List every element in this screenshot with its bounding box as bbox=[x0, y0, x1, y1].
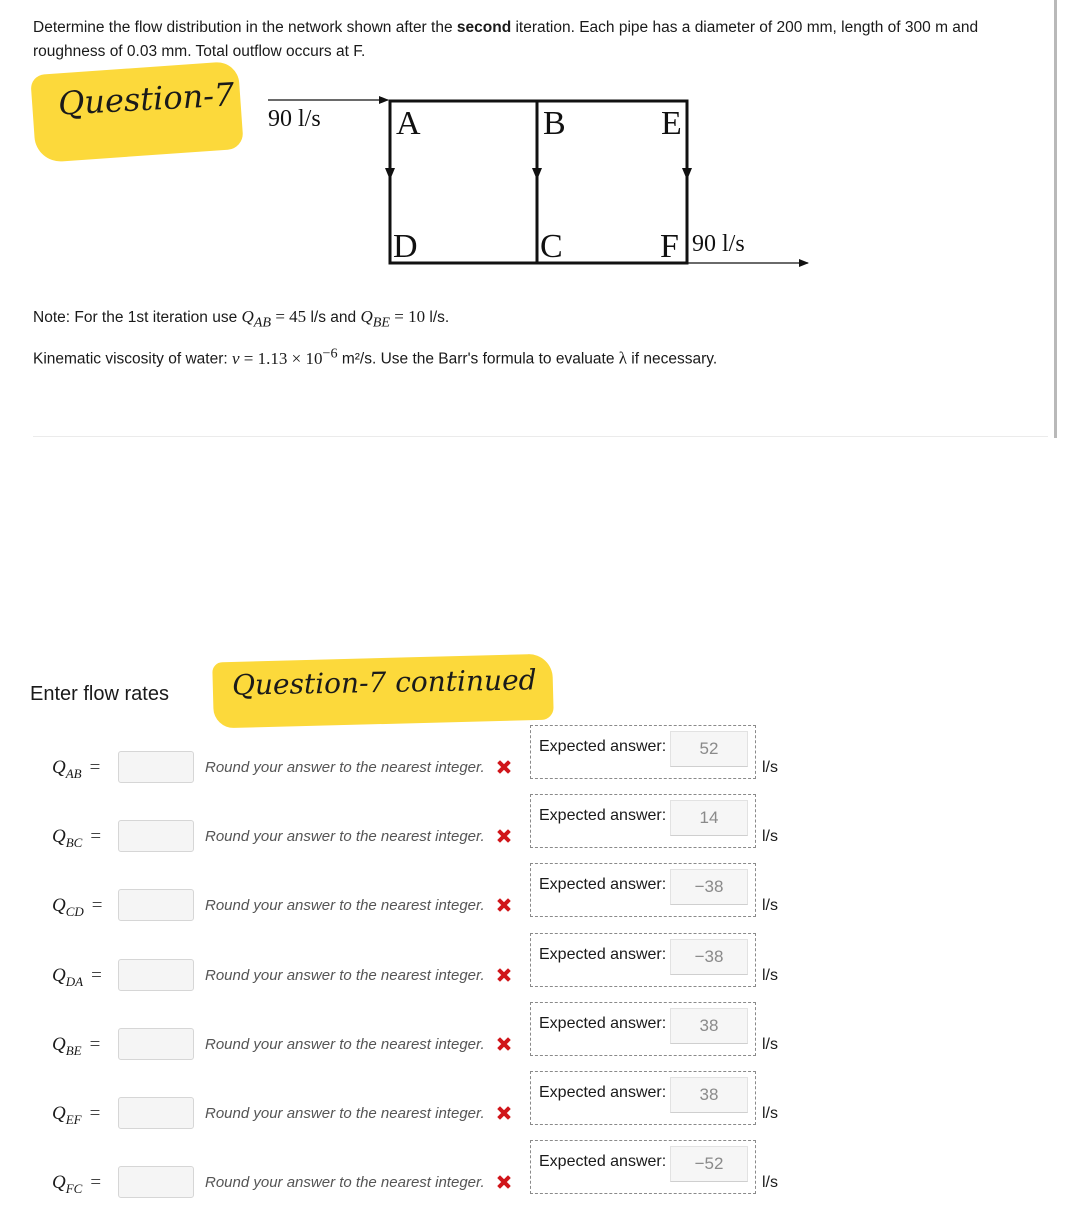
visc-suffix: Use the Barr's formula to evaluate bbox=[376, 350, 619, 368]
note-q1-var: Q bbox=[241, 307, 254, 326]
expected-answer-box bbox=[530, 863, 756, 917]
flow-var-sub: BC bbox=[65, 834, 83, 850]
visc-unit: m²/s. bbox=[337, 350, 377, 368]
node-d: D bbox=[393, 228, 418, 265]
expected-answer-value: 38 bbox=[670, 1077, 748, 1113]
incorrect-icon bbox=[494, 1172, 514, 1192]
flow-answer-input[interactable] bbox=[118, 1097, 194, 1129]
flow-var: Q bbox=[52, 1172, 66, 1193]
visc-prefix: Kinematic viscosity of water: bbox=[33, 350, 232, 368]
unit-label: l/s bbox=[762, 897, 778, 914]
flow-arrow-ef bbox=[682, 168, 692, 180]
expected-answer-box bbox=[530, 933, 756, 987]
flow-var-sub: AB bbox=[65, 765, 82, 781]
handwritten-title: Question-7 bbox=[57, 75, 236, 123]
expected-answer-box bbox=[530, 1002, 756, 1056]
flow-var: Q bbox=[52, 757, 66, 778]
incorrect-icon bbox=[494, 757, 514, 777]
flow-var: Q bbox=[52, 1103, 66, 1124]
flow-variable-label bbox=[52, 1172, 101, 1197]
iteration-note bbox=[33, 305, 449, 334]
node-f: F bbox=[660, 228, 679, 265]
note-q1-value: = 45 bbox=[275, 307, 307, 326]
expected-answer-label: Expected answer: bbox=[539, 807, 667, 824]
rounding-hint: Round your answer to the nearest integer. bbox=[205, 759, 485, 776]
incorrect-icon bbox=[494, 826, 514, 846]
expected-answer-value: −52 bbox=[670, 1146, 748, 1182]
expected-answer-box bbox=[530, 725, 756, 779]
rounding-hint: Round your answer to the nearest integer. bbox=[205, 967, 485, 984]
flow-var-sub: CD bbox=[65, 903, 84, 919]
unit-label: l/s bbox=[762, 759, 778, 776]
flow-variable-label bbox=[52, 826, 101, 851]
expected-answer-value: −38 bbox=[670, 939, 748, 975]
incorrect-icon bbox=[494, 1103, 514, 1123]
visc-end: if necessary. bbox=[627, 350, 718, 368]
flow-eq: = bbox=[91, 895, 103, 916]
expected-answer-value: −38 bbox=[670, 869, 748, 905]
expected-answer-box bbox=[530, 794, 756, 848]
expected-answer-value: 38 bbox=[670, 1008, 748, 1044]
note-prefix: Note: For the 1st iteration use bbox=[33, 309, 242, 326]
node-a: A bbox=[396, 105, 421, 142]
note-q1-sub: AB bbox=[253, 314, 272, 331]
note-q2-value: = 10 bbox=[394, 307, 426, 326]
flow-eq: = bbox=[90, 1172, 102, 1193]
flow-answer-input[interactable] bbox=[118, 959, 194, 991]
flow-var: Q bbox=[52, 965, 66, 986]
unit-label: l/s bbox=[762, 1105, 778, 1122]
rounding-hint: Round your answer to the nearest integer. bbox=[205, 828, 485, 845]
flow-var: Q bbox=[52, 826, 66, 847]
unit-label: l/s bbox=[762, 967, 778, 984]
flow-answer-input[interactable] bbox=[118, 751, 194, 783]
outflow-label: 90 l/s bbox=[692, 231, 745, 257]
incorrect-icon bbox=[494, 895, 514, 915]
rounding-hint: Round your answer to the nearest integer. bbox=[205, 897, 485, 914]
expected-answer-value: 52 bbox=[670, 731, 748, 767]
node-c: C bbox=[540, 228, 563, 265]
node-e: E bbox=[661, 105, 682, 142]
enter-flow-rates-label: Enter flow rates bbox=[30, 683, 169, 705]
incorrect-icon bbox=[494, 1034, 514, 1054]
problem-bold-word: second bbox=[456, 19, 512, 36]
expected-answer-label: Expected answer: bbox=[539, 946, 667, 963]
flow-var-sub: EF bbox=[65, 1111, 82, 1127]
flow-variable-label bbox=[52, 757, 100, 782]
unit-label: l/s bbox=[762, 1036, 778, 1053]
flow-variable-label bbox=[52, 1034, 100, 1059]
visc-nu: ν bbox=[231, 348, 240, 368]
problem-text-a: Determine the flow distribution in the network shown after the bbox=[33, 19, 457, 36]
flow-answer-input[interactable] bbox=[118, 1166, 194, 1198]
pipe-network-diagram bbox=[0, 0, 1080, 300]
viscosity-note bbox=[33, 341, 717, 372]
expected-answer-label: Expected answer: bbox=[539, 1084, 667, 1101]
rounding-hint: Round your answer to the nearest integer. bbox=[205, 1036, 485, 1053]
expected-answer-value: 14 bbox=[670, 800, 748, 836]
expected-answer-label: Expected answer: bbox=[539, 876, 667, 893]
rounding-hint: Round your answer to the nearest integer. bbox=[205, 1174, 485, 1191]
rounding-hint: Round your answer to the nearest integer. bbox=[205, 1105, 485, 1122]
unit-label: l/s bbox=[762, 1174, 778, 1191]
note-q2-unit: l/s. bbox=[425, 309, 450, 326]
flow-eq: = bbox=[89, 1034, 101, 1055]
flow-answer-input[interactable] bbox=[118, 889, 194, 921]
flow-eq: = bbox=[89, 1103, 101, 1124]
note-q1-unit: l/s and bbox=[306, 309, 361, 326]
expected-answer-label: Expected answer: bbox=[539, 1015, 667, 1032]
expected-answer-label: Expected answer: bbox=[539, 738, 667, 755]
visc-equals: = 1.13 × 10 bbox=[239, 348, 323, 368]
flow-var: Q bbox=[52, 895, 66, 916]
flow-arrow-ad bbox=[385, 168, 395, 180]
answer-row bbox=[0, 1153, 1080, 1220]
handwritten-continued: Question-7 continued bbox=[231, 663, 537, 702]
flow-eq: = bbox=[90, 826, 102, 847]
inflow-label: 90 l/s bbox=[268, 106, 321, 132]
expected-answer-label: Expected answer: bbox=[539, 1153, 667, 1170]
flow-variable-label bbox=[52, 895, 103, 920]
flow-answer-input[interactable] bbox=[118, 1028, 194, 1060]
flow-var-sub: FC bbox=[65, 1180, 83, 1196]
flow-var-sub: BE bbox=[65, 1042, 82, 1058]
unit-label: l/s bbox=[762, 828, 778, 845]
expected-answer-box bbox=[530, 1140, 756, 1194]
flow-eq: = bbox=[91, 965, 102, 986]
flow-eq: = bbox=[89, 757, 101, 778]
note-q2-var: Q bbox=[360, 307, 373, 326]
flow-answer-input[interactable] bbox=[118, 820, 194, 852]
problem-text-b: iteration. Each pipe has a diameter of 200 mm, length of 300 m and roughness of 0.03 mm. Total outflow occurs at F. bbox=[33, 19, 979, 60]
visc-lambda: λ bbox=[618, 348, 627, 368]
flow-var-sub: DA bbox=[65, 973, 84, 989]
section-divider bbox=[33, 436, 1048, 437]
visc-exponent: −6 bbox=[322, 345, 338, 361]
flow-variable-label bbox=[52, 965, 102, 990]
flow-arrow-bc bbox=[532, 168, 542, 180]
flow-variable-label bbox=[52, 1103, 100, 1128]
note-q2-sub: BE bbox=[372, 314, 391, 331]
expected-answer-box bbox=[530, 1071, 756, 1125]
incorrect-icon bbox=[494, 965, 514, 985]
flow-var: Q bbox=[52, 1034, 66, 1055]
node-b: B bbox=[543, 105, 566, 142]
